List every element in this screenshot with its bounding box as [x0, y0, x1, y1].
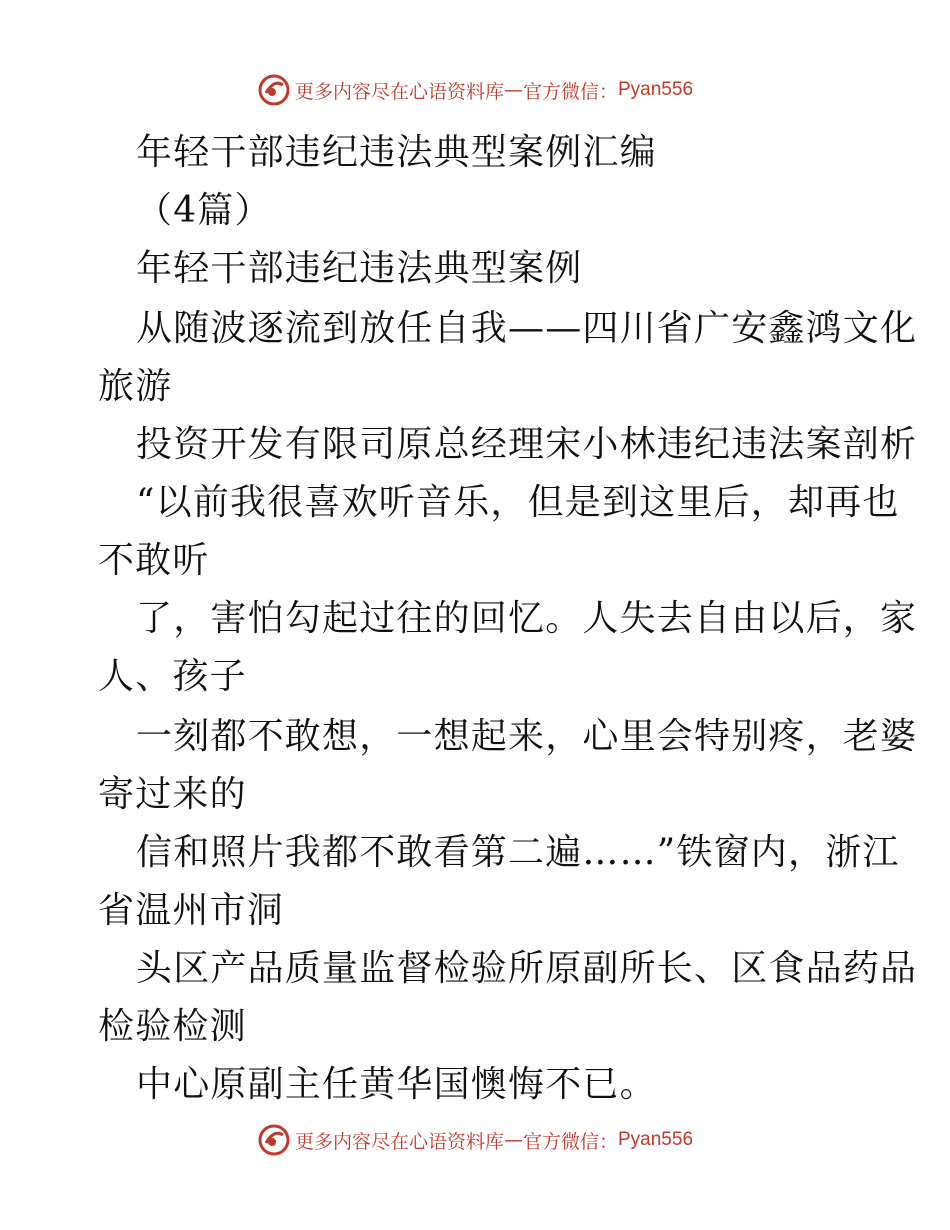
footer-watermark [0, 1120, 950, 1160]
watermark-wechat-id: Pyan556 [618, 1129, 694, 1150]
text-line: 中心原副主任黄华国懊悔不已。 [136, 1064, 657, 1105]
text-line: 投资开发有限司原总经理宋小林违纪违法案剖析 [136, 424, 918, 465]
header-watermark [0, 70, 950, 110]
text-line: 省温州市洞 [98, 890, 285, 931]
text-line: 不敢听 [98, 540, 210, 581]
document-subtitle: （4篇） [136, 190, 272, 231]
brand-logo-icon [257, 1123, 291, 1157]
text-line: 寄过来的 [98, 774, 247, 815]
document-title: 年轻干部违纪违法典型案例汇编 [136, 132, 657, 173]
watermark-separator: — [503, 1129, 523, 1151]
text-line: “以前我很喜欢听音乐，但是到这里后，却再也 [136, 482, 900, 523]
watermark-brand: 更多内容尽在心语资料库 [294, 1130, 504, 1153]
watermark-brand: 更多内容尽在心语资料库 [294, 80, 504, 103]
text-line: 从随波逐流到放任自我——四川省广安鑫鸿文化 [136, 308, 918, 349]
text-line: 检验检测 [98, 1006, 247, 1047]
text-line: 了，害怕勾起过往的回忆。人失去自由以后，家 [136, 598, 918, 639]
section-heading: 年轻干部违纪违法典型案例 [136, 248, 583, 289]
watermark-wechat-id: Pyan556 [618, 79, 694, 100]
text-line: 一刻都不敢想，一想起来，心里会特别疼，老婆 [136, 716, 918, 757]
watermark-wechat-label: 官方微信： [522, 1130, 618, 1153]
text-line: 人、孩子 [98, 656, 247, 697]
watermark-separator: — [503, 79, 523, 101]
brand-logo-icon [257, 73, 291, 107]
text-line: 信和照片我都不敢看第二遍……”铁窗内，浙江 [136, 832, 900, 873]
text-line: 旅游 [98, 366, 173, 407]
text-line: 头区产品质量监督检验所原副所长、区食品药品 [136, 948, 918, 989]
watermark-wechat-label: 官方微信： [522, 80, 618, 103]
